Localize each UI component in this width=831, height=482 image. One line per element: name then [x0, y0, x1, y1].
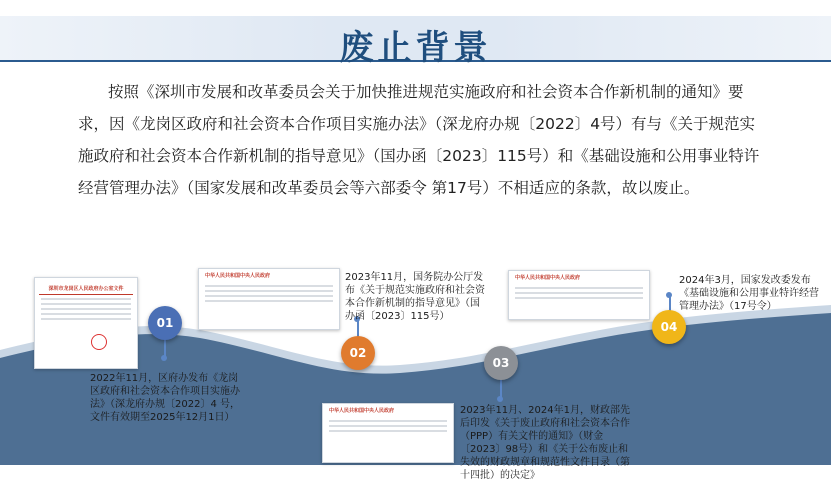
document-header: 中华人民共和国中央人民政府: [205, 273, 271, 279]
document-thumbnail-04: [508, 270, 650, 320]
timeline-node-04: 04: [652, 310, 686, 344]
seal-icon: [91, 334, 107, 350]
document-header: 中华人民共和国中央人民政府: [515, 275, 581, 281]
document-header: 深圳市龙岗区人民政府办公室文件: [48, 286, 124, 292]
document-thumbnail-03: [322, 403, 454, 463]
paragraph-text: 按照《深圳市发展和改革委员会关于加快推进规范实施政府和社会资本合作新机制的通知》要求，因《龙岗区政府和社会资本合作项目实施办法》（深龙府办规〔2022〕4号）有与《关于规范实施政府和社会资本合作新机制的指导意见》（国办函〔2023〕115号）和《基础设施和公用事业特许经营管理办法》（国家发展和改革委员会等六部委令 第17号）不相适应的条款，故以废止。: [78, 83, 760, 197]
timeline-dot-03: [497, 396, 503, 402]
timeline-caption-04: 2024年3月，国家发改委发布《基础设施和公用事业特许经营管理办法》（17号令）: [679, 275, 819, 312]
document-thumbnail-02: [198, 268, 340, 330]
timeline-dot-04: [666, 292, 672, 298]
background-paragraph: [78, 76, 768, 204]
timeline-dot-01: [161, 355, 167, 361]
timeline-node-02: 02: [341, 336, 375, 370]
timeline-caption-03: 2023年11月、2024年1月，财政部先后印发《关于废止政府和社会资本合作（PPP）有关文件的通知》（财金〔2023〕98号）和《关于公布废止和失效的财政规章和规范性文件目录（第十四批）的决定》: [460, 405, 630, 481]
document-thumbnail-01: [34, 277, 138, 369]
timeline-node-01: 01: [148, 306, 182, 340]
timeline-caption-02: 2023年11月，国务院办公厅发布《关于规范实施政府和社会资本合作新机制的指导意见》（国办函〔2023〕115号）: [345, 272, 485, 322]
document-header: 中华人民共和国中央人民政府: [329, 408, 395, 414]
page-title: 废止背景: [339, 28, 492, 68]
timeline-node-03: 03: [484, 346, 518, 380]
timeline-caption-01: 2022年11月，区府办发布《龙岗区政府和社会资本合作项目实施办法》（深龙府办规〔2022〕4 号，文件有效期至2025年12月1日）: [90, 373, 240, 423]
title-band: [0, 8, 831, 68]
